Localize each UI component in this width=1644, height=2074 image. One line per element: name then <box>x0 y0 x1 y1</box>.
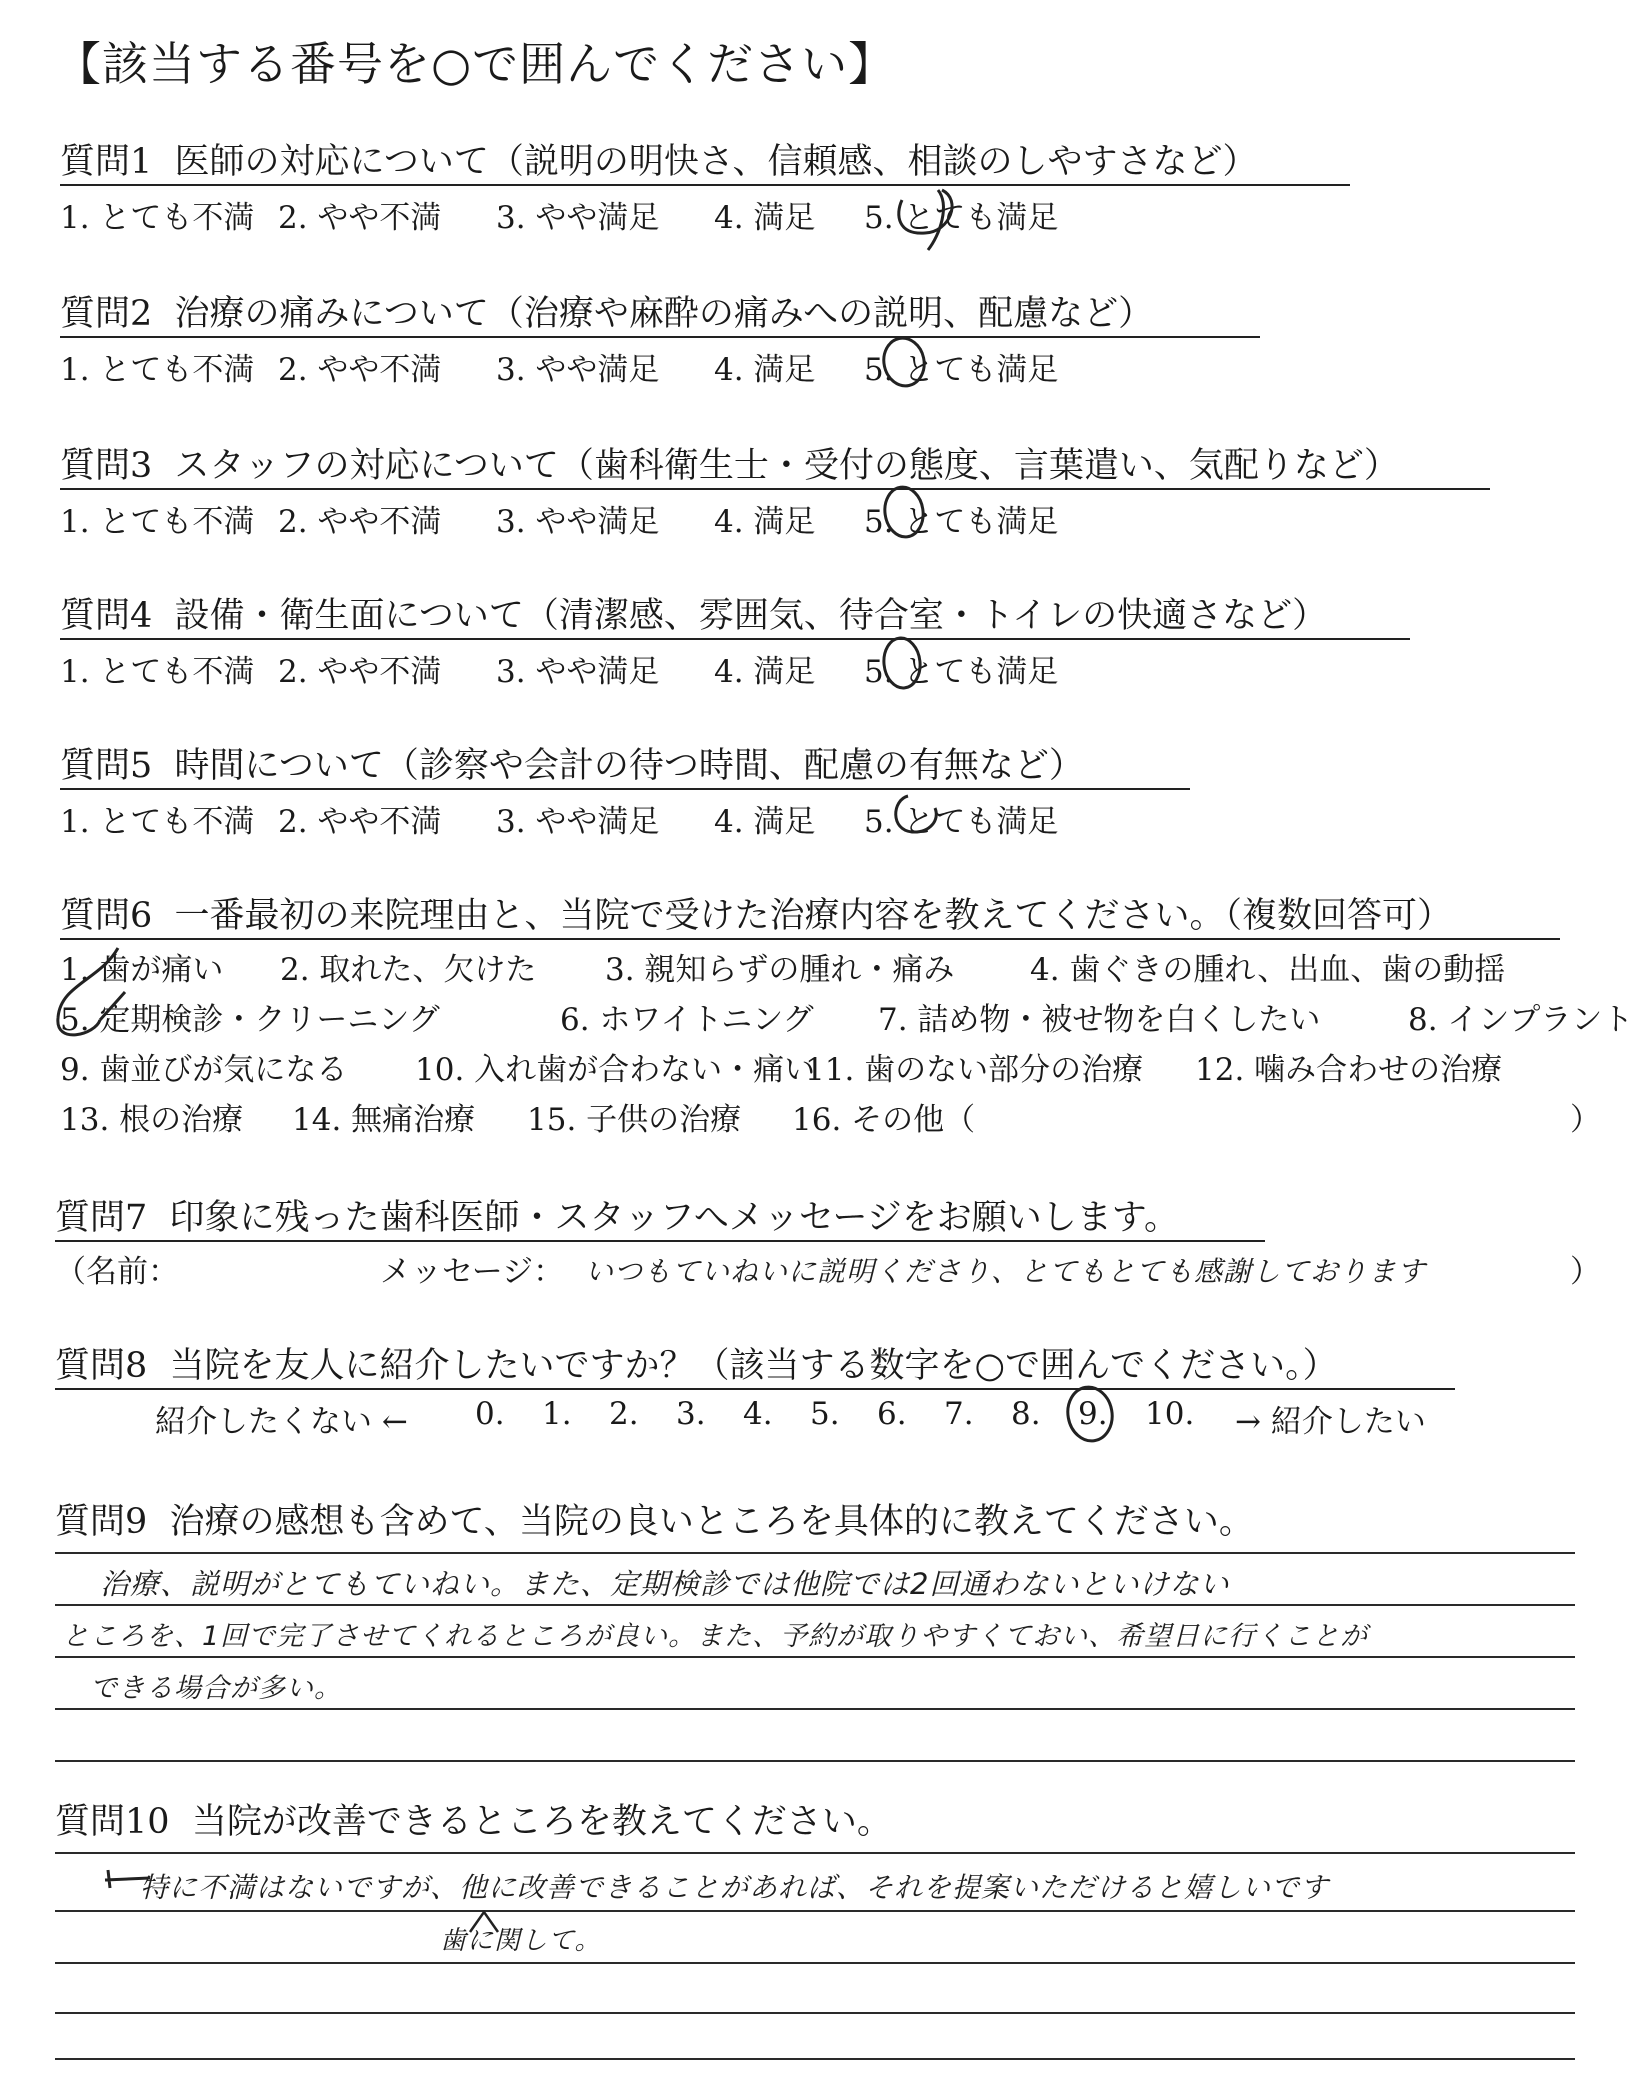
q1-option-5[interactable]: 5. とても満足 <box>864 200 1059 236</box>
q5-option-1[interactable]: 1. とても不満 <box>60 804 255 840</box>
question-1-underline <box>60 184 1350 186</box>
q8-scale-5[interactable]: 5. <box>810 1396 840 1432</box>
q2-option-5[interactable]: 5. とても満足 <box>864 352 1059 388</box>
q6-option-9[interactable]: 9. 歯並びが気になる <box>60 1052 348 1088</box>
q7-message-value[interactable]: いつもていねいに説明くださり、とてもとても感謝しております <box>585 1255 1427 1288</box>
question-2-underline <box>60 336 1260 338</box>
q6-option-10[interactable]: 10. 入れ歯が合わない・痛い <box>415 1052 816 1088</box>
question-1-options <box>60 192 1058 237</box>
q2-option-2[interactable]: 2. やや不満 <box>278 352 442 388</box>
question-3-underline <box>60 488 1490 490</box>
question-4-options <box>60 646 1058 691</box>
q3-option-5[interactable]: 5. とても満足 <box>864 504 1059 540</box>
q8-scale <box>475 1396 1212 1432</box>
q3-option-1[interactable]: 1. とても不満 <box>60 504 255 540</box>
q6-option-8[interactable]: 8. インプラント <box>1408 1002 1634 1038</box>
q3-option-4[interactable]: 4. 満足 <box>714 504 816 540</box>
q3-option-2[interactable]: 2. やや不満 <box>278 504 442 540</box>
q5-option-2[interactable]: 2. やや不満 <box>278 804 442 840</box>
q2-option-4[interactable]: 4. 満足 <box>714 352 816 388</box>
q8-scale-1[interactable]: 1. <box>542 1396 572 1432</box>
question-1 <box>60 134 1257 184</box>
q8-scale-8[interactable]: 8. <box>1011 1396 1041 1432</box>
q8-scale-10[interactable]: 10. <box>1145 1396 1195 1432</box>
question-8-label: 質問8 <box>55 1346 148 1386</box>
q4-option-1[interactable]: 1. とても不満 <box>60 654 255 690</box>
q6-row-4 <box>60 1094 975 1139</box>
question-9-label: 質問9 <box>55 1502 148 1542</box>
q4-option-5[interactable]: 5. とても満足 <box>864 654 1059 690</box>
question-6-label: 質問6 <box>60 896 153 936</box>
q3-option-3[interactable]: 3. やや満足 <box>496 504 660 540</box>
q9-answer-text-2[interactable]: ところを、1回で完了させてくれるところが良い。また、予約が取りやすくておい、希望日に行くことが <box>62 1621 1369 1652</box>
form-title: 【該当する番号を○で囲んでください】 <box>55 37 896 91</box>
question-5-label: 質問5 <box>60 746 153 786</box>
q1-option-2[interactable]: 2. やや不満 <box>278 200 442 236</box>
q2-option-1[interactable]: 1. とても不満 <box>60 352 255 388</box>
question-10-label: 質問10 <box>55 1802 170 1842</box>
question-2-label: 質問2 <box>60 294 153 334</box>
q6-option-5[interactable]: 5. 定期検診・クリーニング <box>60 1002 440 1038</box>
q1-option-3[interactable]: 3. やや満足 <box>496 200 660 236</box>
q7-message-label: メッセージ： <box>380 1254 565 1290</box>
question-3-options <box>60 496 1058 541</box>
q9-answer-line-3 <box>55 1656 1575 1658</box>
q10-answer-line-2 <box>55 1910 1575 1912</box>
q6-option-3[interactable]: 3. 親知らずの腫れ・痛み <box>605 952 955 988</box>
q6-option-15[interactable]: 15. 子供の治療 <box>527 1102 742 1138</box>
q9-answer-line-4 <box>55 1708 1575 1710</box>
question-2 <box>60 286 1153 336</box>
q6-option-11[interactable]: 11. 歯のない部分の治療 <box>805 1052 1144 1088</box>
question-8-text: 当院を友人に紹介したいですか？（該当する数字を○で囲んでください。） <box>169 1346 1338 1386</box>
q1-option-4[interactable]: 4. 満足 <box>714 200 816 236</box>
q4-option-3[interactable]: 3. やや満足 <box>496 654 660 690</box>
q6-option-12[interactable]: 12. 噛み合わせの治療 <box>1195 1052 1503 1088</box>
q5-option-4[interactable]: 4. 満足 <box>714 804 816 840</box>
question-3-text: スタッフの対応について（歯科衛生士・受付の態度、言葉遣い、気配りなど） <box>174 446 1399 486</box>
question-10-text: 当院が改善できるところを教えてください。 <box>191 1802 892 1842</box>
q6-option-2[interactable]: 2. 取れた、欠けた <box>280 952 537 988</box>
question-6-underline <box>60 938 1560 940</box>
q8-scale-7[interactable]: 7. <box>944 1396 974 1432</box>
q8-scale-0[interactable]: 0. <box>475 1396 505 1432</box>
q8-scale-2[interactable]: 2. <box>609 1396 639 1432</box>
question-5-underline <box>60 788 1190 790</box>
q9-answer-line-1 <box>55 1552 1575 1554</box>
question-4-underline <box>60 638 1410 640</box>
question-3-label: 質問3 <box>60 446 153 486</box>
q10-answer-line-3 <box>55 1962 1575 1964</box>
q6-row-1 <box>60 944 1505 989</box>
q5-option-5[interactable]: 5. とても満足 <box>864 804 1059 840</box>
q9-answer-line-5 <box>55 1760 1575 1762</box>
question-1-label: 質問1 <box>60 142 153 182</box>
q6-row-3 <box>60 1044 1502 1089</box>
question-7-text: 印象に残った歯科医師・スタッフへメッセージをお願いします。 <box>169 1198 1179 1238</box>
question-4 <box>60 588 1327 638</box>
q8-scale-4[interactable]: 4. <box>743 1396 773 1432</box>
question-2-text: 治療の痛みについて（治療や麻酔の痛みへの説明、配慮など） <box>174 294 1154 334</box>
question-8-underline <box>55 1388 1455 1390</box>
q10-answer-text-2[interactable]: 歯に関して。 <box>440 1926 602 1956</box>
q9-answer-line-2 <box>55 1604 1575 1606</box>
question-9 <box>55 1494 1254 1544</box>
question-6-text: 一番最初の来院理由と、当院で受けた治療内容を教えてください。（複数回答可） <box>174 896 1453 936</box>
q6-option-13[interactable]: 13. 根の治療 <box>60 1102 244 1138</box>
question-4-text: 設備・衛生面について（清潔感、雰囲気、待合室・トイレの快適さなど） <box>174 596 1328 636</box>
q6-option-7[interactable]: 7. 詰め物・被せ物を白くしたい <box>878 1002 1321 1038</box>
question-10 <box>55 1794 892 1844</box>
q10-answer-line-1 <box>55 1852 1575 1854</box>
q6-other-close-paren: ） <box>1570 1102 1601 1138</box>
q8-scale-6[interactable]: 6. <box>877 1396 907 1432</box>
q8-scale-9[interactable]: 9. <box>1078 1396 1108 1432</box>
question-7-label: 質問7 <box>55 1198 148 1238</box>
question-5 <box>60 738 1084 788</box>
q8-right-label: → 紹介したい <box>1235 1404 1426 1440</box>
q4-option-4[interactable]: 4. 満足 <box>714 654 816 690</box>
q10-answer-line-4 <box>55 2012 1575 2014</box>
q7-close-paren: ） <box>1570 1254 1601 1290</box>
q8-left-label: 紹介したくない ← <box>155 1404 408 1440</box>
q10-answer-line-5 <box>55 2058 1575 2060</box>
q4-option-2[interactable]: 2. やや不満 <box>278 654 442 690</box>
q6-option-6[interactable]: 6. ホワイトニング <box>560 1002 814 1038</box>
question-8 <box>55 1338 1338 1388</box>
question-4-label: 質問4 <box>60 596 153 636</box>
q6-option-14[interactable]: 14. 無痛治療 <box>292 1102 476 1138</box>
q6-option-4[interactable]: 4. 歯ぐきの腫れ、出血、歯の動揺 <box>1030 952 1506 988</box>
q10-answer-text-1[interactable]: 特に不満はないですが、他に改善できることがあれば、それを提案いただけると嬉しいです <box>140 1871 1330 1904</box>
q1-option-1[interactable]: 1. とても不満 <box>60 200 255 236</box>
q9-answer-text-1[interactable]: 治療、説明がとてもていねい。また、定期検診では他院では2回通わないといけない <box>100 1567 1230 1601</box>
question-5-text: 時間について（診察や会計の待つ時間、配慮の有無など） <box>174 746 1084 786</box>
question-7-underline <box>55 1240 1265 1242</box>
q8-scale-3[interactable]: 3. <box>676 1396 706 1432</box>
question-1-text: 医師の対応について（説明の明快さ、信頼感、相談のしやすさなど） <box>174 142 1258 182</box>
question-3 <box>60 438 1399 488</box>
question-6 <box>60 888 1452 938</box>
q6-option-1[interactable]: 1. 歯が痛い <box>60 952 224 988</box>
q6-row-2 <box>60 994 1633 1039</box>
question-2-options <box>60 344 1058 389</box>
q9-answer-text-3[interactable]: できる場合が多い。 <box>90 1673 342 1704</box>
q5-option-3[interactable]: 3. やや満足 <box>496 804 660 840</box>
question-7 <box>55 1190 1179 1240</box>
q7-name-label: （名前： <box>55 1254 179 1290</box>
question-9-text: 治療の感想も含めて、当院の良いところを具体的に教えてください。 <box>169 1502 1254 1542</box>
q2-option-3[interactable]: 3. やや満足 <box>496 352 660 388</box>
question-5-options <box>60 796 1058 841</box>
q6-option-16[interactable]: 16. その他（ <box>792 1102 976 1138</box>
